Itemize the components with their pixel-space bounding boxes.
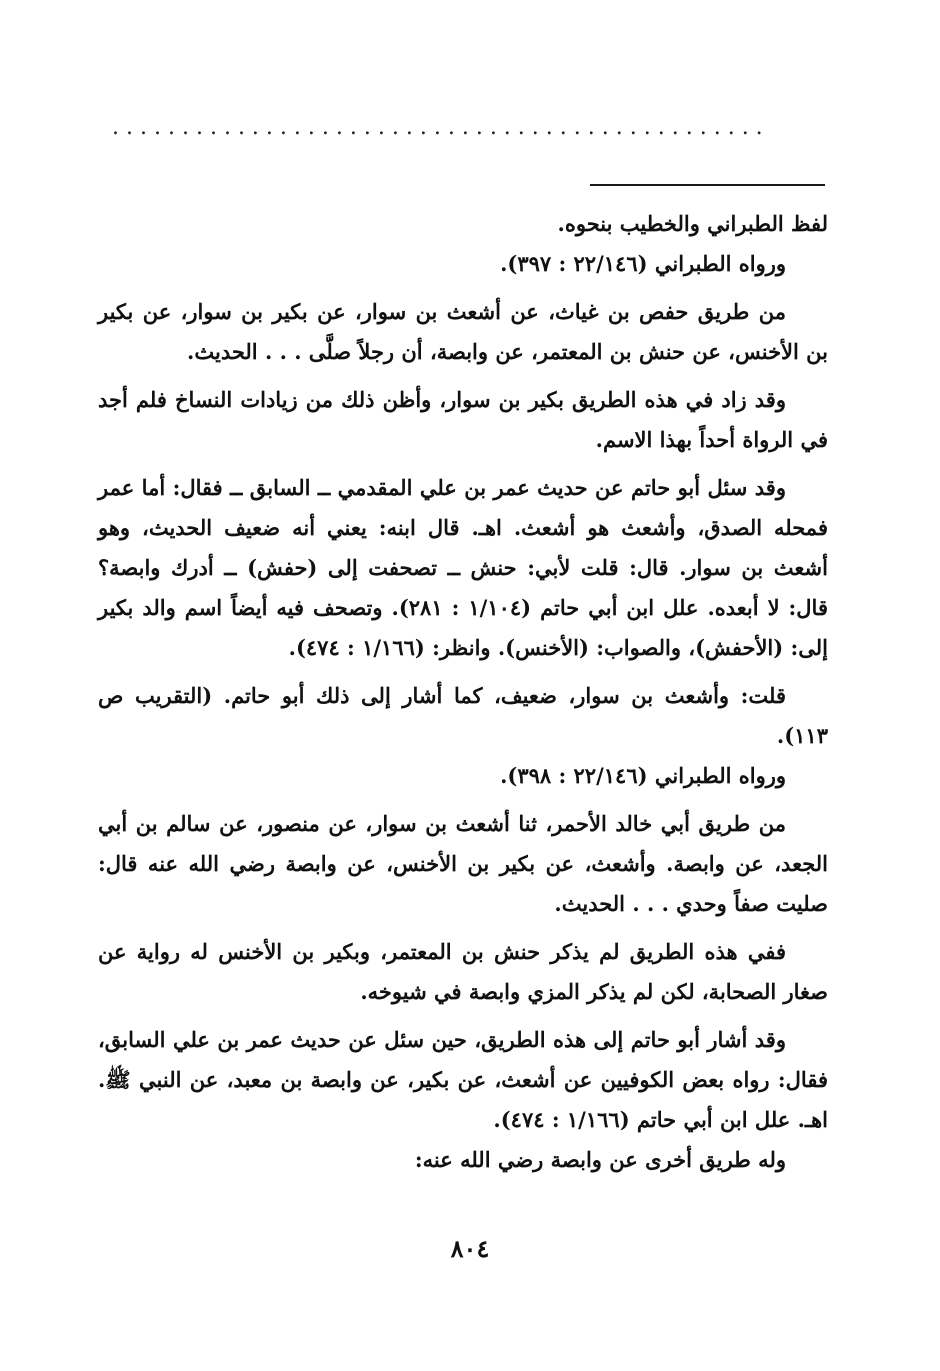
- paragraph-2: ورواه الطبراني (٢٢/١٤٦ : ٣٩٧).: [500, 251, 786, 276]
- paragraph-7: ورواه الطبراني (٢٢/١٤٦ : ٣٩٨).: [500, 763, 786, 788]
- dotted-separator: ...............................................: [112, 118, 770, 138]
- paragraph-9: ففي هذه الطريق لم يذكر حنش بن المعتمر، وبكير بن الأخنس له رواية عن صغار الصحابة، لكن لم يذكر المزي وابصة في شيوخه.: [98, 939, 828, 1004]
- paragraph-6: قلت: وأشعث بن سوار، ضعيف، كما أشار إلى ذلك أبو حاتم. (التقريب ص ١١٣).: [98, 683, 828, 748]
- page-number: ٨٠٤: [450, 1234, 490, 1263]
- paragraph-4: وقد زاد في هذه الطريق بكير بن سوار، وأظن ذلك من زيادات النساخ فلم أجد في الرواة أحداً بهذا الاسم.: [98, 387, 828, 452]
- paragraph-10: وقد أشار أبو حاتم إلى هذه الطريق، حين سئل عن حديث عمر بن علي السابق، فقال: رواه بعض الكوفيين عن أشعث، عن بكير، عن وابصة بن معبد، عن النبي ﷺ. اهـ. علل ابن أبي حاتم (١/١٦٦ : ٤٧٤).: [98, 1027, 828, 1132]
- paragraph-11: وله طريق أخرى عن وابصة رضي الله عنه:: [414, 1147, 786, 1172]
- footnote-divider: [590, 184, 825, 186]
- paragraph-8: من طريق أبي خالد الأحمر، ثنا أشعث بن سوار، عن منصور، عن سالم بن أبي الجعد، عن وابصة. وأشعث، عن بكير بن الأخنس، عن وابصة رضي الله عنه قال: صليت صفاً وحدي . . . الحديث.: [98, 811, 828, 916]
- paragraph-1: لفظ الطبراني والخطيب بنحوه.: [557, 211, 828, 236]
- page-body: [98, 204, 828, 1180]
- paragraph-3: من طريق حفص بن غياث، عن أشعث بن سوار، عن بكير بن سوار، عن بكير بن الأخنس، عن حنش بن المعتمر، عن وابصة، أن رجلاً صلَّى . . . الحديث.: [98, 299, 828, 364]
- paragraph-5: وقد سئل أبو حاتم عن حديث عمر بن علي المقدمي ــ السابق ــ فقال: أما عمر فمحله الصدق، وأشعث هو أشعث. اهـ. قال ابنه: يعني أنه ضعيف الحديث، وهو أشعث بن سوار. قال: قلت لأبي: حنش ــ تصحفت إلى (حفش) ــ أدرك وابصة؟ قال: لا أبعده. علل ابن أبي حاتم (١/١٠٤ : ٢٨١). وتصحف فيه أيضاً اسم والد بكير إلى: (الأحفش)، والصواب: (الأخنس). وانظر: (١/١٦٦ : ٤٧٤).: [98, 475, 828, 660]
